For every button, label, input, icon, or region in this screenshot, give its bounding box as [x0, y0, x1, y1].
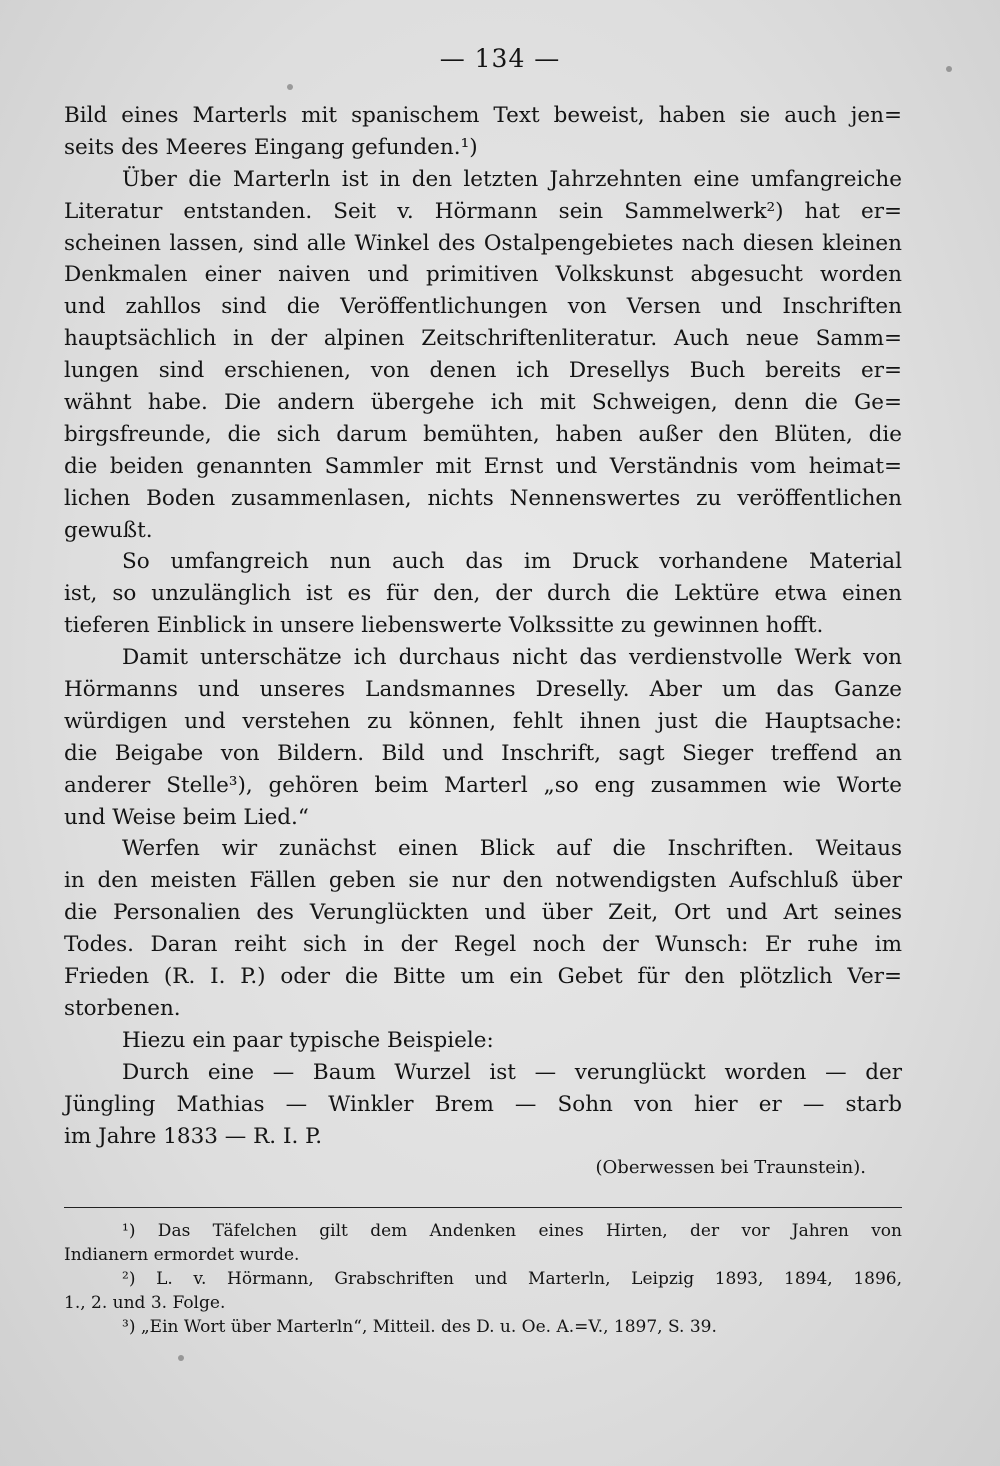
text-line: seits des Meeres Eingang gefunden.¹) — [64, 134, 478, 160]
text-line: birgsfreunde, die sich darum bemühten, haben außer den Blüten, die — [64, 421, 902, 447]
text-line: gewußt. — [64, 517, 153, 543]
text-line: Todes. Daran reiht sich in der Regel noch der Wunsch: Er ruhe im — [64, 932, 902, 958]
text-line: die Personalien des Verunglückten und über Zeit, Ort und Art seines — [64, 900, 902, 926]
text-line: Werfen wir zunächst einen Blick auf die Inschriften. Weitaus — [122, 836, 902, 862]
text-line: Hörmanns und unseres Landsmannes Dreselly. Aber um das Ganze — [64, 677, 902, 703]
text-line: würdigen und verstehen zu können, fehlt ihnen just die Hauptsache: — [64, 708, 902, 734]
text-line: im Jahre 1833 — R. I. P. — [64, 1123, 323, 1149]
text-line: Durch eine — Baum Wurzel ist — verunglückt worden — der — [122, 1059, 902, 1085]
text-line: anderer Stelle³), gehören beim Marterl „so eng zusammen wie Worte — [64, 772, 902, 798]
footnote-line: Indianern ermordet wurde. — [64, 1245, 300, 1265]
print-speck — [178, 1355, 184, 1361]
text-line: die beiden genannten Sammler mit Ernst und Verständnis vom heimat= — [64, 453, 902, 479]
text-line: Hiezu ein paar typische Beispiele: — [122, 1027, 494, 1053]
text-line: Bild eines Marterls mit spanischem Text beweist, haben sie auch jen= — [64, 103, 902, 128]
text-line: Über die Marterln ist in den letzten Jahrzehnten eine umfangreiche — [122, 166, 902, 192]
footnotes — [64, 1219, 902, 1339]
text-line: storbenen. — [64, 995, 181, 1021]
body-text — [64, 100, 902, 1184]
text-line: (Oberwessen bei Traunstein). — [595, 1157, 866, 1179]
text-line: Denkmalen einer naiven und primitiven Volkskunst abgesucht worden — [64, 262, 902, 288]
text-line: in den meisten Fällen geben sie nur den notwendigsten Aufschluß über — [64, 868, 902, 894]
text-line: die Beigabe von Bildern. Bild und Inschrift, sagt Sieger treffend an — [64, 740, 902, 766]
text-line: Damit unterschätze ich durchaus nicht das verdienstvolle Werk von — [122, 645, 902, 671]
text-line: So umfangreich nun auch das im Druck vorhandene Material — [122, 549, 902, 575]
text-line: und zahllos sind die Veröffentlichungen von Versen und Inschriften — [64, 294, 902, 320]
text-line: lichen Boden zusammenlasen, nichts Nennenswertes zu veröffentlichen — [64, 485, 902, 511]
text-line: scheinen lassen, sind alle Winkel des Ostalpengebietes nach diesen kleinen — [64, 230, 902, 256]
text-line: wähnt habe. Die andern übergehe ich mit Schweigen, denn die Ge= — [64, 390, 902, 416]
text-line: und Weise beim Lied.“ — [64, 804, 309, 830]
print-speck — [287, 84, 293, 90]
footnote-line: ²) L. v. Hörmann, Grabschriften und Marterln, Leipzig 1893, 1894, 1896, — [122, 1269, 902, 1289]
text-line: tieferen Einblick in unsere liebenswerte Volkssitte zu gewinnen hofft. — [64, 613, 824, 639]
print-speck — [946, 66, 952, 72]
footnote-divider — [64, 1207, 902, 1208]
text-line: Frieden (R. I. P.) oder die Bitte um ein Gebet für den plötzlich Ver= — [64, 964, 902, 990]
text-line: hauptsächlich in der alpinen Zeitschriftenliteratur. Auch neue Samm= — [64, 326, 902, 352]
text-line: lungen sind erschienen, von denen ich Dresellys Buch bereits er= — [64, 358, 902, 384]
text-line: Literatur entstanden. Seit v. Hörmann sein Sammelwerk²) hat er= — [64, 198, 902, 224]
footnote-line: 1., 2. und 3. Folge. — [64, 1293, 226, 1313]
text-line: ist, so unzulänglich ist es für den, der durch die Lektüre etwa einen — [64, 581, 902, 607]
text-line: Jüngling Mathias — Winkler Brem — Sohn von hier er — starb — [64, 1091, 902, 1117]
footnote-line: ¹) Das Täfelchen gilt dem Andenken eines Hirten, der vor Jahren von — [122, 1221, 902, 1241]
page-number: — 134 — — [439, 44, 561, 73]
footnote-line: ³) „Ein Wort über Marterln“, Mitteil. des D. u. Oe. A.=V., 1897, S. 39. — [122, 1317, 717, 1337]
